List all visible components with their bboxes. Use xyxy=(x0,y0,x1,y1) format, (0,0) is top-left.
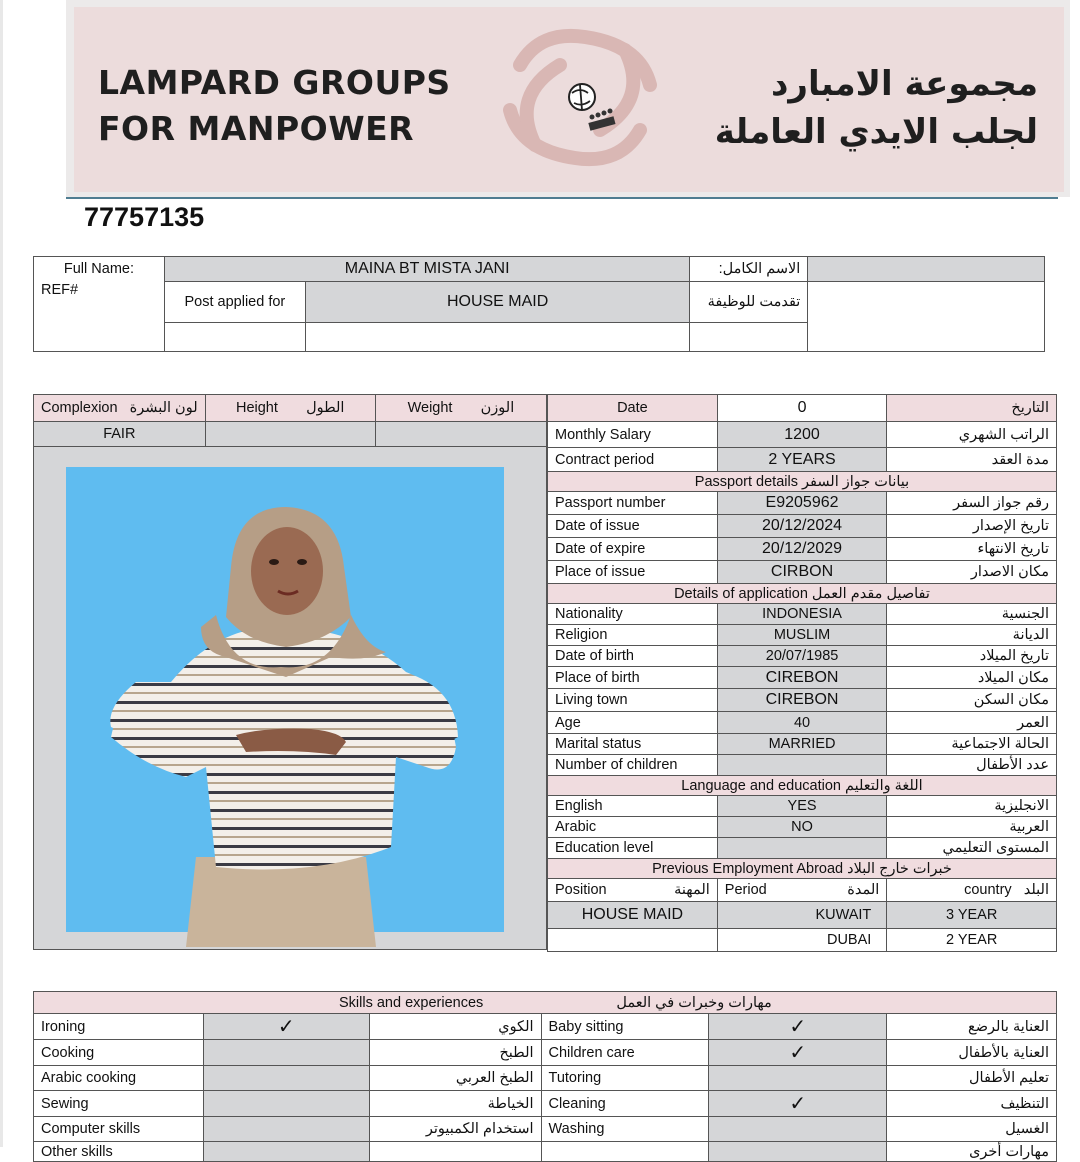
skill-check-cell xyxy=(709,1066,887,1091)
header-divider xyxy=(66,197,1058,199)
marital-label: Marital status xyxy=(548,734,718,755)
reference-number: 77757135 xyxy=(84,202,205,232)
company-name-ar-line2: لجلب الايدي العاملة xyxy=(714,112,1038,152)
check-mark-icon: ✓ xyxy=(789,1093,807,1115)
arabic-label: Arabic xyxy=(548,817,718,838)
skill-check-cell xyxy=(203,1142,369,1162)
period-header xyxy=(717,879,887,902)
religion-label-ar: الديانة xyxy=(887,625,1057,646)
education-value xyxy=(717,838,887,859)
expire-date-label-ar: تاريخ الانتهاء xyxy=(887,538,1057,561)
company-name-en-line2: FOR MANPOWER xyxy=(98,109,415,148)
date-label: Date xyxy=(548,395,718,422)
details-table xyxy=(547,394,1057,952)
employment-country: KUWAIT xyxy=(717,902,887,929)
skill-row xyxy=(34,1014,1057,1040)
place-issue-value: CIRBON xyxy=(717,561,887,584)
skill-row xyxy=(34,1117,1057,1142)
contract-label: Contract period xyxy=(548,448,718,472)
salary-value: 1200 xyxy=(717,422,887,448)
skills-title-ar: مهارات وخبرات في العمل xyxy=(616,994,772,1011)
contract-label-ar: مدة العقد xyxy=(887,448,1057,472)
salary-label-ar: الراتب الشهري xyxy=(887,422,1057,448)
company-name-ar xyxy=(715,60,1038,156)
skill-label: Children care xyxy=(541,1040,709,1066)
ref-value xyxy=(34,323,165,352)
check-mark-icon: ✓ xyxy=(789,1042,807,1064)
date-value: 0 xyxy=(717,395,887,422)
salary-label: Monthly Salary xyxy=(548,422,718,448)
age-value: 40 xyxy=(717,712,887,734)
skill-label-ar: التنظيف xyxy=(887,1091,1057,1117)
nationality-label: Nationality xyxy=(548,604,718,625)
country-label-ar: البلد xyxy=(1023,882,1049,898)
skill-label-ar: استخدام الكمبيوتر xyxy=(369,1117,541,1142)
place-issue-label: Place of issue xyxy=(548,561,718,584)
skill-label-ar: تعليم الأطفال xyxy=(887,1066,1057,1091)
position-header xyxy=(548,879,718,902)
blank-cell xyxy=(164,323,305,352)
skill-label: Cooking xyxy=(34,1040,204,1066)
company-name-en xyxy=(98,60,451,152)
height-header xyxy=(205,395,375,422)
skill-label-ar: الغسيل xyxy=(887,1117,1057,1142)
age-label: Age xyxy=(548,712,718,734)
skill-label: Ironing xyxy=(34,1014,204,1040)
religion-label: Religion xyxy=(548,625,718,646)
arabic-value: NO xyxy=(717,817,887,838)
check-mark-icon: ✓ xyxy=(277,1016,295,1038)
skill-label-ar: العناية بالرضع xyxy=(887,1014,1057,1040)
contract-value: 2 YEARS xyxy=(717,448,887,472)
complexion-label-ar: لون البشرة xyxy=(129,400,198,416)
ref-label: REF# xyxy=(34,282,165,323)
pob-label: Place of birth xyxy=(548,667,718,689)
passport-section-header: Passport details بيانات جواز السفر xyxy=(548,472,1057,492)
skill-check-cell xyxy=(709,1117,887,1142)
blank-cell xyxy=(690,323,808,352)
skill-label-ar: الكوي xyxy=(369,1014,541,1040)
skill-label-ar: الخياطة xyxy=(369,1091,541,1117)
pob-label-ar: مكان الميلاد xyxy=(887,667,1057,689)
religion-value: MUSLIM xyxy=(717,625,887,646)
skill-check-cell xyxy=(709,1091,887,1117)
dob-value: 20/07/1985 xyxy=(717,646,887,667)
height-value xyxy=(205,422,375,447)
check-mark-icon: ✓ xyxy=(789,1016,807,1038)
dob-label-ar: تاريخ الميلاد xyxy=(887,646,1057,667)
skills-table xyxy=(33,991,1057,1162)
company-name-en-line1: LAMPARD GROUPS xyxy=(98,63,451,102)
skill-label: Washing xyxy=(541,1117,709,1142)
skill-label: Cleaning xyxy=(541,1091,709,1117)
skill-label: Arabic cooking xyxy=(34,1066,204,1091)
height-label: Height xyxy=(235,400,278,416)
full-name-label: Full Name: xyxy=(34,257,165,282)
skill-check-cell xyxy=(203,1014,369,1040)
english-label-ar: الانجليزية xyxy=(887,796,1057,817)
identity-table xyxy=(33,256,1045,352)
children-label-ar: عدد الأطفال xyxy=(887,755,1057,776)
company-name-ar-line1: مجموعة الامبارد xyxy=(770,64,1038,104)
pob-value: CIREBON xyxy=(717,667,887,689)
marital-value: MARRIED xyxy=(717,734,887,755)
nationality-label-ar: الجنسية xyxy=(887,604,1057,625)
skill-row xyxy=(34,1091,1057,1117)
children-value xyxy=(717,755,887,776)
employment-position: HOUSE MAID xyxy=(548,902,718,929)
position-label-ar: المهنة xyxy=(674,882,710,898)
passport-number-label: Passport number xyxy=(548,492,718,515)
employment-section-header: Previous Employment Abroad خبرات خارج البلاد xyxy=(548,859,1057,879)
position-label: Position xyxy=(555,882,607,898)
page-edge xyxy=(0,0,3,1147)
dob-label: Date of birth xyxy=(548,646,718,667)
skill-check-cell xyxy=(203,1040,369,1066)
skills-header xyxy=(34,992,1057,1014)
skill-label: Other skills xyxy=(34,1142,204,1162)
expire-date-value: 20/12/2029 xyxy=(717,538,887,561)
age-label-ar: العمر xyxy=(887,712,1057,734)
place-issue-label-ar: مكان الاصدار xyxy=(887,561,1057,584)
skill-label-ar: الطبخ xyxy=(369,1040,541,1066)
language-section-header: Language and education اللغة والتعليم xyxy=(548,776,1057,796)
employment-position xyxy=(548,929,718,952)
company-logo-icon xyxy=(500,25,660,170)
post-applied-value: HOUSE MAID xyxy=(305,282,690,323)
marital-label-ar: الحالة الاجتماعية xyxy=(887,734,1057,755)
applicant-photo xyxy=(66,467,504,932)
blank-cell xyxy=(808,323,1045,352)
full-name-value: MAINA BT MISTA JANI xyxy=(164,257,689,282)
complexion-value: FAIR xyxy=(34,422,206,447)
arabic-label-ar: العربية xyxy=(887,817,1057,838)
period-label-ar: المدة xyxy=(847,882,880,898)
passport-number-value: E9205962 xyxy=(717,492,887,515)
skills-title-en: Skills and experiences xyxy=(339,994,484,1011)
post-applied-extra xyxy=(808,282,1045,323)
expire-date-label: Date of expire xyxy=(548,538,718,561)
skill-label: Baby sitting xyxy=(541,1014,709,1040)
post-applied-label-ar: تقدمت للوظيفة xyxy=(690,282,808,323)
weight-value xyxy=(375,422,546,447)
blank-cell xyxy=(305,323,690,352)
skill-label: Tutoring xyxy=(541,1066,709,1091)
english-label: English xyxy=(548,796,718,817)
full-name-extra xyxy=(808,257,1045,282)
height-label-ar: الطول xyxy=(306,400,345,416)
person-photo-icon xyxy=(66,467,504,932)
skill-label xyxy=(541,1142,709,1162)
skill-label-ar: العناية بالأطفال xyxy=(887,1040,1057,1066)
english-value: YES xyxy=(717,796,887,817)
living-town-label-ar: مكان السكن xyxy=(887,689,1057,712)
children-label: Number of children xyxy=(548,755,718,776)
skill-label-ar: مهارات أخرى xyxy=(887,1142,1057,1162)
weight-label-ar: الوزن xyxy=(480,400,515,416)
date-label-ar: التاريخ xyxy=(887,395,1057,422)
skill-label: Computer skills xyxy=(34,1117,204,1142)
country-label: country xyxy=(964,882,1012,898)
employment-period: 2 YEAR xyxy=(887,929,1057,952)
skill-label-ar: الطبخ العربي xyxy=(369,1066,541,1091)
country-header xyxy=(887,879,1057,902)
employment-country: DUBAI xyxy=(717,929,887,952)
issue-date-label: Date of issue xyxy=(548,515,718,538)
skill-check-cell xyxy=(203,1117,369,1142)
period-label: Period xyxy=(724,882,767,898)
education-label: Education level xyxy=(548,838,718,859)
skill-check-cell xyxy=(709,1040,887,1066)
education-label-ar: المستوى التعليمي xyxy=(887,838,1057,859)
skill-row xyxy=(34,1066,1057,1091)
complexion-label: Complexion xyxy=(41,400,118,416)
weight-label: Weight xyxy=(407,400,453,416)
skill-check-cell xyxy=(203,1066,369,1091)
skill-check-cell xyxy=(203,1091,369,1117)
issue-date-label-ar: تاريخ الإصدار xyxy=(887,515,1057,538)
skill-label: Sewing xyxy=(34,1091,204,1117)
skill-row xyxy=(34,1142,1057,1162)
skill-check-cell xyxy=(709,1014,887,1040)
living-town-label: Living town xyxy=(548,689,718,712)
skill-check-cell xyxy=(709,1142,887,1162)
skill-row xyxy=(34,1040,1057,1066)
issue-date-value: 20/12/2024 xyxy=(717,515,887,538)
post-applied-label: Post applied for xyxy=(164,282,305,323)
full-name-label-ar: الاسم الكامل: xyxy=(690,257,808,282)
living-town-value: CIREBON xyxy=(717,689,887,712)
employment-period: 3 YEAR xyxy=(887,902,1057,929)
skill-label-ar xyxy=(369,1142,541,1162)
application-section-header: Details of application تفاصيل مقدم العمل xyxy=(548,584,1057,604)
complexion-header xyxy=(34,395,206,422)
weight-header xyxy=(375,395,546,422)
passport-number-label-ar: رقم جواز السفر xyxy=(887,492,1057,515)
nationality-value: INDONESIA xyxy=(717,604,887,625)
